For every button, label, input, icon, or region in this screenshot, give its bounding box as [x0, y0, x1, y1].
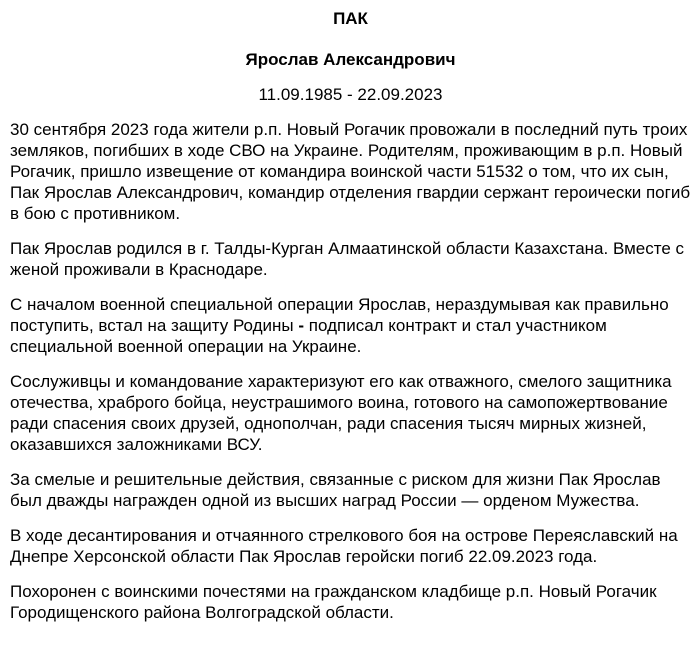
life-dates: 11.09.1985 - 22.09.2023 — [258, 85, 443, 104]
paragraph-birth: Пак Ярослав родился в г. Талды-Курган Алмаатинской области Казахстана. Вместе с женой проживали в Краснодаре. — [10, 239, 685, 279]
paragraph-contract-part-2: подписал контракт и стал участником специальной военной операции на Украине. — [10, 316, 607, 356]
paragraph-contract-part-1: С началом военной специальной операции Ярослав, нераздумывая как правильно поступить, встал на защиту Родины — [10, 295, 669, 335]
paragraph-burial: Похоронен с воинскими почестями на гражданском кладбище р.п. Новый Рогачик Городищенского района Волгоградской области. — [10, 582, 657, 622]
paragraph-contract-dash: - — [298, 316, 305, 335]
paragraph-farewell: 30 сентября 2023 года жители р.п. Новый Рогачик провожали в последний путь троих земляков, погибших в ходе СВО на Украине. Родителям, проживающим в р.п. Новый Рогачик, пришло извещение от командира воинской части 51532 о том, что их сын, Пак Ярослав Александрович, командир отделения гвардии сержант героически погиб в бою с противником. — [10, 120, 691, 223]
name-heading: Ярослав Александрович — [245, 50, 456, 69]
paragraph-awards: За смелые и решительные действия, связанные с риском для жизни Пак Ярослав был дважды награжден одной из высших наград России — орденом Мужества. — [10, 470, 661, 510]
paragraph-character: Сослуживцы и командование характеризуют его как отважного, смелого защитника отечества, храброго бойца, неустрашимого воина, готового на самопожертвование ради спасения своих друзей, однополчан, ради спасения тысяч мирных жизней, оказавшихся заложниками ВСУ. — [10, 372, 672, 454]
paragraph-death: В ходе десантирования и отчаянного стрелкового боя на острове Переяславский на Днепре Херсонской области Пак Ярослав геройски погиб 22.09.2023 года. — [10, 526, 678, 566]
surname-heading: ПАК — [333, 9, 368, 28]
paragraph-contract — [10, 294, 691, 357]
